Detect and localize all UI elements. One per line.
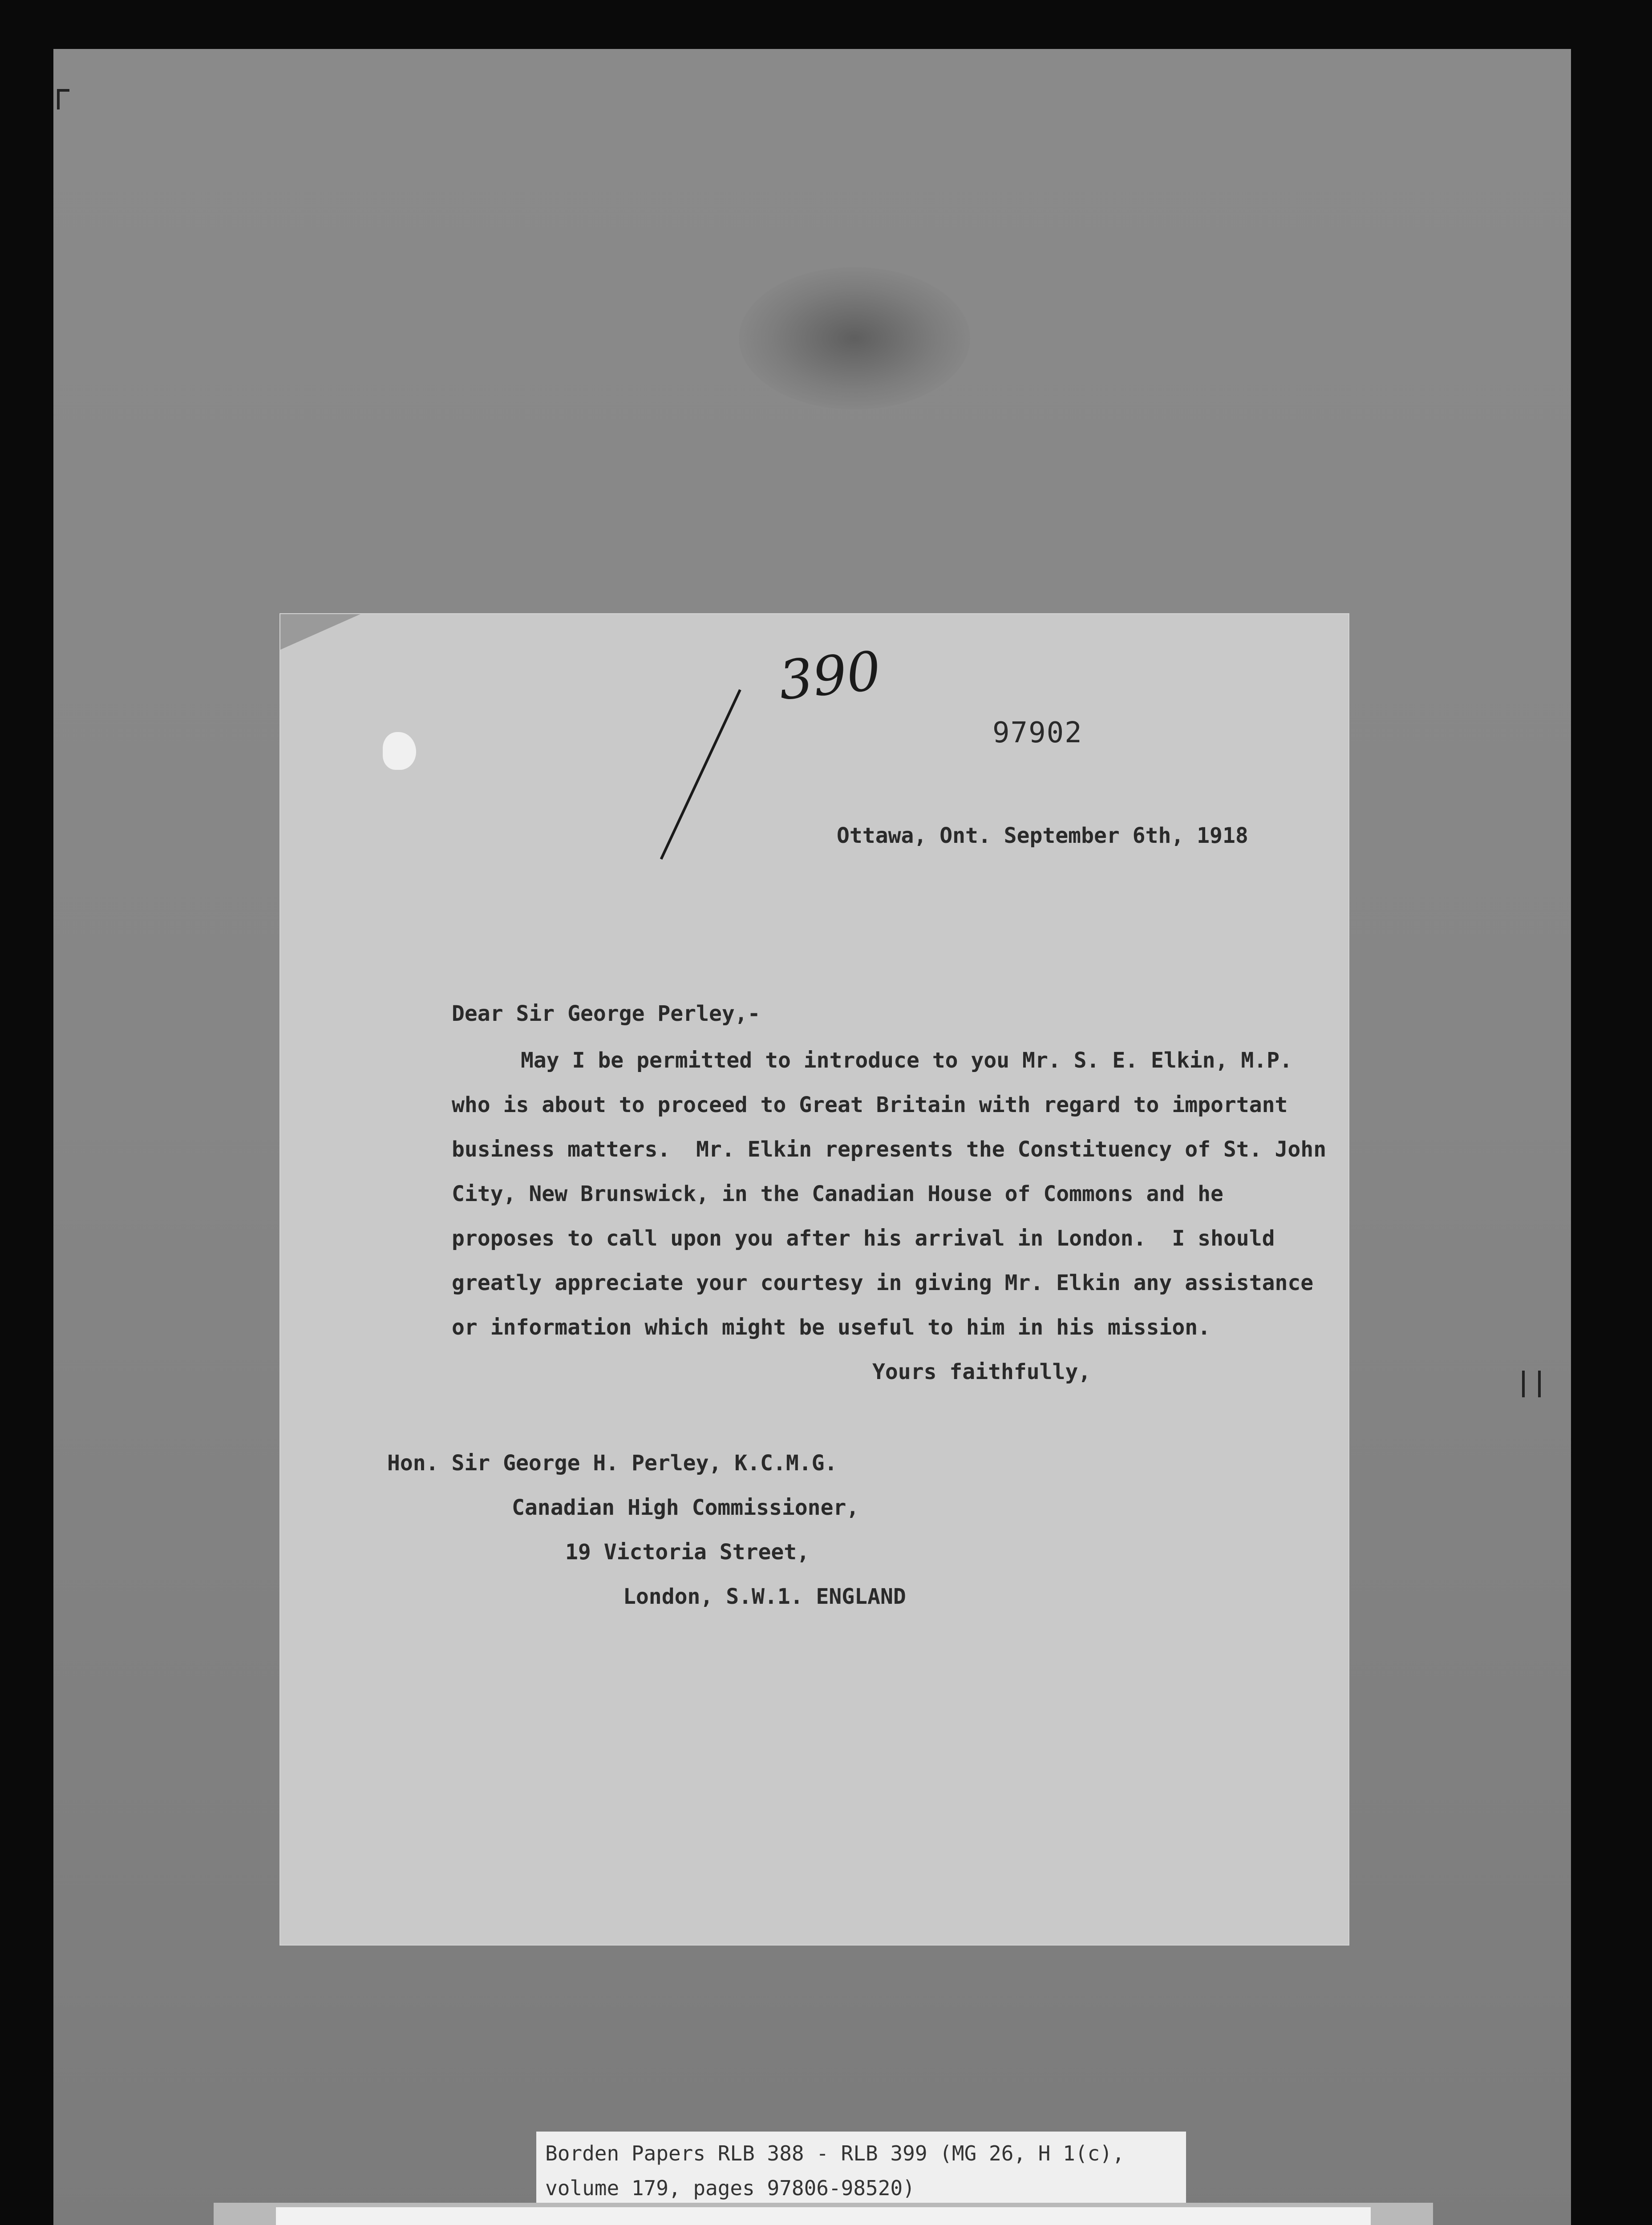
salutation: Dear Sir George Perley,- (452, 1001, 761, 1026)
address-line: Hon. Sir George H. Perley, K.C.M.G. (387, 1451, 838, 1476)
page-number: 97902 (992, 716, 1083, 749)
body-line: May I be permitted to introduce to you Mr. S. E. Elkin, M.P. (521, 1048, 1292, 1073)
film-smudge (739, 267, 970, 409)
body-line: City, New Brunswick, in the Canadian House of Commons and he (452, 1181, 1223, 1206)
frame-corner-mark (57, 89, 69, 109)
address-line: 19 Victoria Street, (565, 1540, 810, 1565)
letter-page (280, 614, 1348, 1945)
film-scratch-marks (1522, 1371, 1541, 1397)
address-line: Canadian High Commissioner, (512, 1495, 859, 1520)
address-line: London, S.W.1. ENGLAND (623, 1584, 906, 1609)
folded-corner (280, 614, 360, 650)
handwritten-folio-number: 390 (776, 640, 884, 712)
punch-hole (383, 732, 416, 770)
collection-label-line: volume 179, pages 97806-98520) (545, 2176, 915, 2200)
body-line: business matters. Mr. Elkin represents the Constituency of St. John (452, 1137, 1327, 1162)
body-line: greatly appreciate your courtesy in giving Mr. Elkin any assistance (452, 1270, 1314, 1295)
collection-label-line: Borden Papers RLB 388 - RLB 399 (MG 26, H 1(c), (545, 2141, 1125, 2165)
body-line: who is about to proceed to Great Britain with regard to important (452, 1092, 1288, 1117)
body-line: or information which might be useful to him in his mission. (452, 1315, 1211, 1340)
body-line: proposes to call upon you after his arrival in London. I should (452, 1226, 1275, 1251)
dateline: Ottawa, Ont. September 6th, 1918 (837, 823, 1248, 848)
archives-stamp (276, 2207, 1371, 2225)
closing: Yours faithfully, (872, 1359, 1091, 1384)
pencil-stroke (660, 689, 741, 860)
